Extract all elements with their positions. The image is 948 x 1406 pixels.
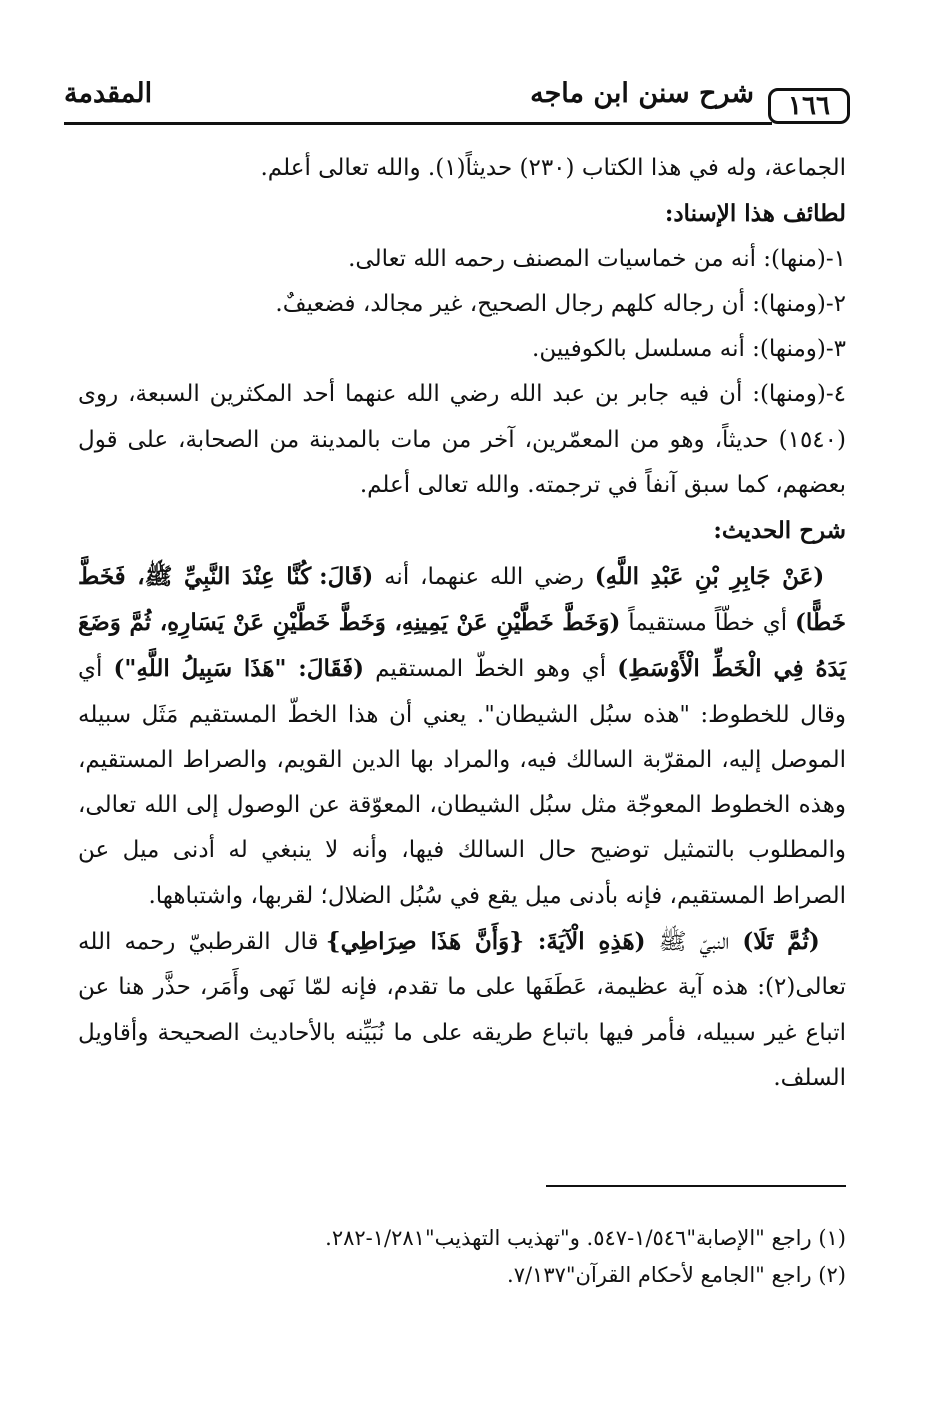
list-item: ١-(منها): أنه من خماسيات المصنف رحمه الله تعالى.: [348, 245, 846, 272]
hadith-quote: (عَنْ جَابِرِ بْنِ عَبْدِ اللَّهِ): [594, 562, 825, 590]
quran-verse: (هَذِهِ الْآيَةَ: {وَأَنَّ هَذَا صِرَاطِي}: [325, 928, 646, 956]
list-item: ٤-(ومنها): أن فيه جابر بن عبد الله رضي الله عنهما أحد المكثرين السبعة، روى (١٥٤٠) حديثاً، وهو من المعمّرين، آخر من مات بالمدينة من الصحابة، على قول بعضهم، كما سبق آنفاً في ترجمته. والله تعالى أعلم.: [78, 381, 846, 499]
hadith-quote: (وَخَطَّ خَطَّيْنِ عَنْ يَمِينِهِ، وَخَطَّ خَطَّيْنِ عَنْ يَسَارِهِ، ثُمَّ وَضَعَ يَدَهُ فِي الْخَطِّ الْأَوْسَطِ): [78, 608, 846, 683]
footnote: (١) راجع "الإصابة"١/٥٤٦-٥٤٧. و"تهذيب التهذيب"١/٢٨١-٢٨٢.: [325, 1226, 846, 1250]
commentary-paragraph: [78, 919, 846, 1101]
footnote: (٢) راجع "الجامع لأحكام القرآن"٧/١٣٧.: [507, 1263, 846, 1287]
isnad-heading: لطائف هذا الإسناد:: [664, 200, 846, 228]
hadith-quote: (فَقَالَ: "هَذَا سَبِيلُ اللَّهِ"): [113, 655, 365, 683]
hadith-quote: (ثُمَّ تَلَا): [742, 928, 820, 956]
header-rule: [64, 122, 772, 125]
list-item: ٢-(ومنها): أن رجاله كلهم رجال الصحيح، غير مجالد، فضعيفٌ.: [275, 290, 846, 317]
commentary-paragraph: [78, 554, 846, 919]
footnote-rule: [546, 1185, 846, 1187]
section-title: المقدمة: [64, 78, 153, 109]
text-line: الجماعة، وله في هذا الكتاب (٢٣٠) حديثاً(١). والله تعالى أعلم.: [260, 155, 846, 181]
commentary-text: النبيّ ﷺ: [645, 929, 743, 956]
main-text: [78, 146, 846, 1101]
commentary-text: رضي الله عنهما، أنه: [373, 563, 595, 590]
commentary-text: قال القرطبيّ رحمه الله تعالى(٢): هذه آية عظيمة، عَطَفَها على ما تقدم، فإنه لمّا نَهى وأَمَر، حذَّر هنا عن اتباع غير سبيله، فأمر فيها باتباع طريقه على ما نُبَيِّنه بالأحاديث الصحيحة وأقاويل السلف.: [78, 929, 846, 1091]
hadith-quote: (قَالَ: كُنَّا عِنْدَ النَّبِيِّ ﷺ، فَخَطَّ خَطًّا): [78, 562, 846, 636]
commentary-text: أي خطّاً مستقيماً: [620, 609, 796, 636]
hadith-heading: شرح الحديث:: [713, 517, 846, 545]
commentary-text: أي وهو الخطّ المستقيم: [364, 656, 618, 683]
list-item: ٣-(ومنها): أنه مسلسل بالكوفيين.: [532, 336, 846, 363]
page-number: ١٦٦: [768, 88, 850, 124]
footnotes: [102, 1220, 846, 1294]
book-title: شرح سنن ابن ماجه: [530, 78, 754, 109]
commentary-text: أي وقال للخطوط: "هذه سبُل الشيطان". يعني أن هذا الخطّ المستقيم مَثَل سبيله الموصل إليه، المقرّبة السالك فيه، والمراد بها الدين القويم، والصراط المستقيم، وهذه الخطوط المعوجّة مثل سبُل الشيطان، المعوّقة عن الوصول إلى الله تعالى، والمطلوب بالتمثيل توضيح حال السالك فيها، وأنه لا ينبغي له أدنى ميل عن الصراط المستقيم، فإنه بأدنى ميل يقع في سُبُل الضلال؛ لقربها، واشتباهها.: [78, 656, 846, 909]
